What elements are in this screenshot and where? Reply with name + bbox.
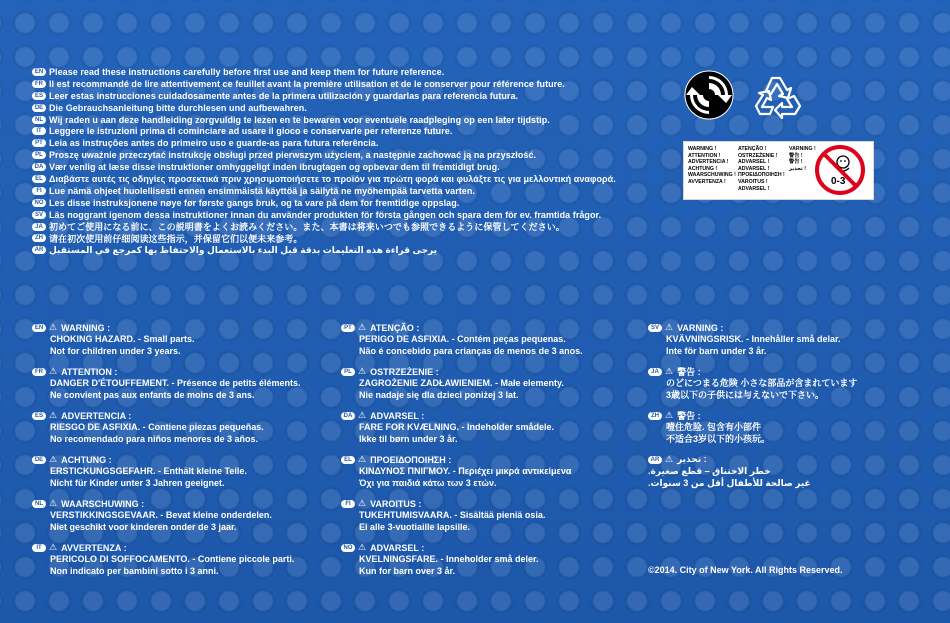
warning-text: Ei alle 3-vuotiaille lapsille. <box>359 522 471 532</box>
warning-label-box <box>683 141 874 200</box>
warning-title <box>648 454 938 465</box>
intro-row <box>32 173 672 185</box>
warning-text: No recomendado para niños menores de 3 años. <box>50 434 259 444</box>
intro-text: Les disse instruksjonene nøye før første gangs bruk, og ta vare på dem for fremtidige oppslag. <box>49 197 460 208</box>
warning-text: Nicht für Kinder unter 3 Jahren geeignet. <box>50 478 225 488</box>
language-badge: PL <box>32 151 46 159</box>
intro-text: Läs noggrant igenom dessa instruktioner innan du använder produkten för första gången och spara dem för ev. framtida frågor. <box>49 209 602 220</box>
intro-text: Die Gebrauchsanleitung bitte durchlesen und aufbewahren. <box>49 102 307 113</box>
warning-triangle-icon: ⚠ <box>358 498 367 508</box>
copyright: ©2014. City of New York. All Rights Reserved. <box>648 565 843 575</box>
warning-text: Non indicato per bambini sotto i 3 anni. <box>50 566 219 576</box>
warning-text: CHOKING HAZARD. - Small parts. <box>50 334 195 344</box>
label-line: ADVARSEL ! <box>738 165 770 172</box>
warning-heading: تحذير : <box>677 454 707 464</box>
warning-block <box>648 454 938 498</box>
warning-title <box>32 542 322 553</box>
warnings-column-1 <box>32 322 322 586</box>
language-badge: DE <box>32 104 46 112</box>
intro-row <box>32 209 672 221</box>
warning-text: のどにつまる危険 小さな部品が含まれています <box>666 378 858 388</box>
warning-title <box>341 542 631 553</box>
intro-row <box>32 149 672 161</box>
intro-row <box>32 185 672 197</box>
label-line: WAARSCHUWING ! <box>688 172 736 179</box>
intro-row <box>32 125 672 137</box>
language-badge: SV <box>32 211 46 219</box>
label-line: 警告 ! <box>789 159 803 166</box>
language-badge: DA <box>341 412 355 420</box>
label-line: ADVARSEL ! <box>738 185 770 192</box>
warning-text: Not for children under 3 years. <box>50 346 181 356</box>
warning-triangle-icon: ⚠ <box>49 410 58 420</box>
language-badge: JA <box>32 223 46 231</box>
intro-row <box>32 244 672 256</box>
warning-text: VERSTIKKINGSGEVAAR. - Bevat kleine onderdelen. <box>50 510 272 520</box>
language-badge: ZH <box>648 412 662 420</box>
warning-text: 3歳以下の子供には与えないで下さい。 <box>666 390 825 400</box>
warning-triangle-icon: ⚠ <box>665 454 674 464</box>
warning-text: Kun for barn over 3 år. <box>359 566 456 576</box>
warning-text: KVÄVNINGSRISK. - Innehåller små delar. <box>666 334 841 344</box>
warning-triangle-icon: ⚠ <box>49 454 58 464</box>
warning-heading: 警告 : <box>677 411 701 421</box>
warning-title <box>341 410 631 421</box>
warning-triangle-icon: ⚠ <box>49 322 58 332</box>
logos <box>684 70 810 120</box>
warning-text: Niet geschikt voor kinderen onder de 3 jaar. <box>50 522 237 532</box>
warning-text: Não é concebido para crianças de menos de 3 anos. <box>359 346 583 356</box>
intro-text: Il est recommandé de lire attentivement ce feuillet avant la première utilisation et de le conserver pour référence future. <box>49 78 565 89</box>
warning-triangle-icon: ⚠ <box>358 366 367 376</box>
intro-text: Leia as instruções antes do primeiro uso e guarde-as para futura referência. <box>49 138 379 149</box>
language-badge: IT <box>32 544 46 552</box>
warning-block <box>341 542 631 586</box>
warning-triangle-icon: ⚠ <box>49 498 58 508</box>
warning-heading: ATENÇÃO : <box>370 322 420 333</box>
language-badge: PL <box>341 368 355 376</box>
warning-text: ZAGROŻENIE ZADŁAWIENIEM. - Małe elementy. <box>359 378 564 388</box>
warning-text: Nie nadaje się dla dzieci poniżej 3 lat. <box>359 390 519 400</box>
language-badge: IT <box>32 127 46 135</box>
recycle-icon <box>754 72 804 120</box>
warning-heading: WARNING : <box>61 322 111 333</box>
language-badge: NO <box>341 544 355 552</box>
warning-triangle-icon: ⚠ <box>665 322 674 332</box>
intro-row <box>32 102 672 114</box>
language-badge: PT <box>341 324 355 332</box>
intro-text: Vær venlig at læse disse instruktioner omhyggeligt inden ibrugtagen og opbevar dem til fremtidigt brug. <box>49 162 500 173</box>
warning-text: 噎住危险. 包含有小部件 <box>666 422 762 432</box>
warning-triangle-icon: ⚠ <box>49 366 58 376</box>
warning-block <box>341 366 631 410</box>
warning-title <box>32 410 322 421</box>
label-line: 警告 ! <box>789 152 803 159</box>
warning-title <box>32 366 322 377</box>
warning-heading: 警告 : <box>677 367 701 377</box>
warning-triangle-icon: ⚠ <box>49 542 58 552</box>
age-label: 0-3 <box>831 176 846 187</box>
warning-text: PERIGO DE ASFIXIA. - Contém peças pequenas. <box>359 334 566 344</box>
intro-row <box>32 161 672 173</box>
label-column-3 <box>789 146 816 172</box>
intro-text: Διαβάστε αυτές τις οδηγίες προσεκτικά πριν χρησιμοποιήσετε το προϊόν για πρώτη φορά και φυλάξτε τις για μελλοντική αναφορά. <box>49 173 616 184</box>
intro-text: يرجى قراءة هذه التعليمات بدقة قبل البدء بالاستعمال والاحتفاظ بها كمرجع في المستقبل <box>49 244 438 255</box>
intro-text: Lue nämä ohjeet huolellisesti ennen ensimmäistä käyttöä ja säilytä ne myöhempää tarvetta varten. <box>49 185 475 196</box>
warning-heading: VARNING : <box>677 322 724 333</box>
label-line: ΠΡΟΕΙΔΟΠΟΙΗΣΗ ! <box>738 172 785 179</box>
intro-row <box>32 197 672 209</box>
intro-text: Wij raden u aan deze handleiding zorgvuldig te lezen en te bewaren voor eventuele raadpleging op een later tijdstip. <box>49 114 550 125</box>
label-column-1 <box>688 146 736 186</box>
language-badge: FR <box>32 80 46 88</box>
label-column-2 <box>738 146 785 192</box>
warning-title <box>648 366 938 377</box>
warnings-column-3 <box>648 322 938 498</box>
language-badge: PT <box>32 139 46 147</box>
warning-block <box>341 498 631 542</box>
language-badge: EN <box>32 324 46 332</box>
warning-block <box>341 454 631 498</box>
intro-list <box>32 66 672 256</box>
intro-row <box>32 114 672 126</box>
language-badge: DA <box>32 163 46 171</box>
intro-text: 初めてご使用になる前に、この説明書をよくお読みください。また、本書は将来いつでも参照できるように保管してください。 <box>49 222 565 233</box>
intro-row <box>32 232 672 244</box>
warning-text: Όχι για παιδιά κάτω των 3 ετών. <box>359 478 497 488</box>
warning-triangle-icon: ⚠ <box>358 322 367 332</box>
warning-block <box>32 322 322 366</box>
language-badge: NL <box>32 500 46 508</box>
language-badge: EL <box>32 175 46 183</box>
label-line: VARNING ! <box>789 146 816 152</box>
warning-triangle-icon: ⚠ <box>358 410 367 420</box>
warning-title <box>648 322 938 333</box>
warning-text: RIESGO DE ASFIXIA. - Contiene piezas pequeñas. <box>50 422 264 432</box>
intro-text: Leer estas instrucciones cuidadosamente antes de la primera utilización y guardarlas para referencia futura. <box>49 90 519 101</box>
label-line: ATTENTION ! <box>688 152 721 159</box>
warning-heading: ADVERTENCIA : <box>61 410 132 421</box>
intro-row <box>32 137 672 149</box>
warning-title <box>32 498 322 509</box>
warning-block <box>32 366 322 410</box>
warning-text: PERICOLO DI SOFFOCAMENTO. - Contiene piccole parti. <box>50 554 295 564</box>
warning-title <box>341 498 631 509</box>
intro-text: Please read these instructions carefully before first use and keep them for future reference. <box>49 66 445 77</box>
warning-block <box>341 410 631 454</box>
intro-row <box>32 221 672 233</box>
warning-title <box>32 454 322 465</box>
label-line: ADVERTENCIA ! <box>688 159 729 166</box>
warning-text: ΚΙΝΔΥΝΟΣ ΠΝΙΓΜΟΥ. - Περιέχει μικρά αντικείμενα <box>359 466 572 476</box>
language-badge: ES <box>32 412 46 420</box>
warning-heading: ADVARSEL : <box>370 542 425 553</box>
warnings-column-2 <box>341 322 631 586</box>
warning-heading: WAARSCHUWING : <box>61 498 145 509</box>
language-badge: FI <box>341 500 355 508</box>
language-badge: EN <box>32 68 46 76</box>
warning-block <box>648 410 938 454</box>
language-badge: SV <box>648 324 662 332</box>
warning-title <box>341 366 631 377</box>
warning-heading: ACHTUNG : <box>61 454 112 465</box>
warning-heading: OSTRZEŻENIE : <box>370 366 439 377</box>
warning-triangle-icon: ⚠ <box>665 410 674 420</box>
warning-text: 不适合3岁以下的小孩玩。 <box>666 434 771 444</box>
language-badge: AR <box>648 456 662 464</box>
warning-text: Inte för barn under 3 år. <box>666 346 767 356</box>
intro-text: Proszę uważnie przeczytać instrukcję obsługi przed pierwszym użyciem, a następnie zachować ją na przyszłość. <box>49 150 537 161</box>
warning-block <box>32 542 322 586</box>
warning-heading: AVVERTENZA : <box>61 542 127 553</box>
warning-heading: ΠΡΟΕΙΔΟΠΟΙΗΣΗ : <box>370 454 452 465</box>
warning-title <box>648 410 938 421</box>
warning-text: غير صالحة للأطفال أقل من 3 سنوات. <box>648 478 811 488</box>
warning-text: FARE FOR KVÆLNING. - Indeholder smådele. <box>359 422 555 432</box>
label-line: AVVERTENZA ! <box>688 178 726 185</box>
warning-text: KVELNINGSFARE. - Inneholder små deler. <box>359 554 539 564</box>
language-badge: FR <box>32 368 46 376</box>
warning-block <box>341 322 631 366</box>
warning-text: خطر الاختناق – قطع صغيرة. <box>648 466 771 476</box>
language-badge: AR <box>32 246 46 254</box>
green-dot-icon <box>684 70 734 120</box>
label-line: OSTRZEŻENIE ! <box>738 152 778 159</box>
warning-block <box>32 454 322 498</box>
language-badge: NO <box>32 199 46 207</box>
warning-heading: ATTENTION : <box>61 366 118 377</box>
language-badge: NL <box>32 116 46 124</box>
warning-title <box>32 322 322 333</box>
label-line: تحذير ! <box>789 165 807 172</box>
intro-text: Leggere le istruzioni prima di cominciare ad usare il gioco e conservarle per referenze future. <box>49 126 453 137</box>
intro-row <box>32 66 672 78</box>
warning-triangle-icon: ⚠ <box>358 542 367 552</box>
warning-heading: VAROITUS : <box>370 498 422 509</box>
label-line: ACHTUNG ! <box>688 165 718 172</box>
warning-title <box>341 454 631 465</box>
warning-text: DANGER D'ÉTOUFFEMENT. - Présence de petits éléments. <box>50 378 301 388</box>
warning-text: Ne convient pas aux enfants de moins de 3 ans. <box>50 390 255 400</box>
warning-text: ERSTICKUNGSGEFAHR. - Enthält kleine Teile. <box>50 466 247 476</box>
language-badge: ES <box>32 92 46 100</box>
label-line: ATENÇÃO ! <box>738 146 767 152</box>
warning-heading: ADVARSEL : <box>370 410 425 421</box>
warning-title <box>341 322 631 333</box>
warning-block <box>648 366 938 410</box>
no-under-3-icon <box>813 144 867 196</box>
warning-triangle-icon: ⚠ <box>358 454 367 464</box>
intro-row <box>32 78 672 90</box>
warning-triangle-icon: ⚠ <box>665 366 674 376</box>
warning-text: Ikke til børn under 3 år. <box>359 434 458 444</box>
warning-block <box>32 410 322 454</box>
label-line: VAROITUS ! <box>738 178 768 185</box>
language-badge: EL <box>341 456 355 464</box>
intro-row <box>32 90 672 102</box>
warning-block <box>32 498 322 542</box>
language-badge: ZH <box>32 234 46 242</box>
label-line: WARNING ! <box>688 146 717 152</box>
intro-text: 请在初次使用前仔细阅读这些指示，并保留它们以便未来参考。 <box>49 233 303 244</box>
label-line: ADVARSEL ! <box>738 159 770 166</box>
warning-text: TUKEHTUMISVAARA. - Sisältää pieniä osia. <box>359 510 546 520</box>
language-badge: FI <box>32 187 46 195</box>
language-badge: DE <box>32 456 46 464</box>
warning-block <box>648 322 938 366</box>
language-badge: JA <box>648 368 662 376</box>
